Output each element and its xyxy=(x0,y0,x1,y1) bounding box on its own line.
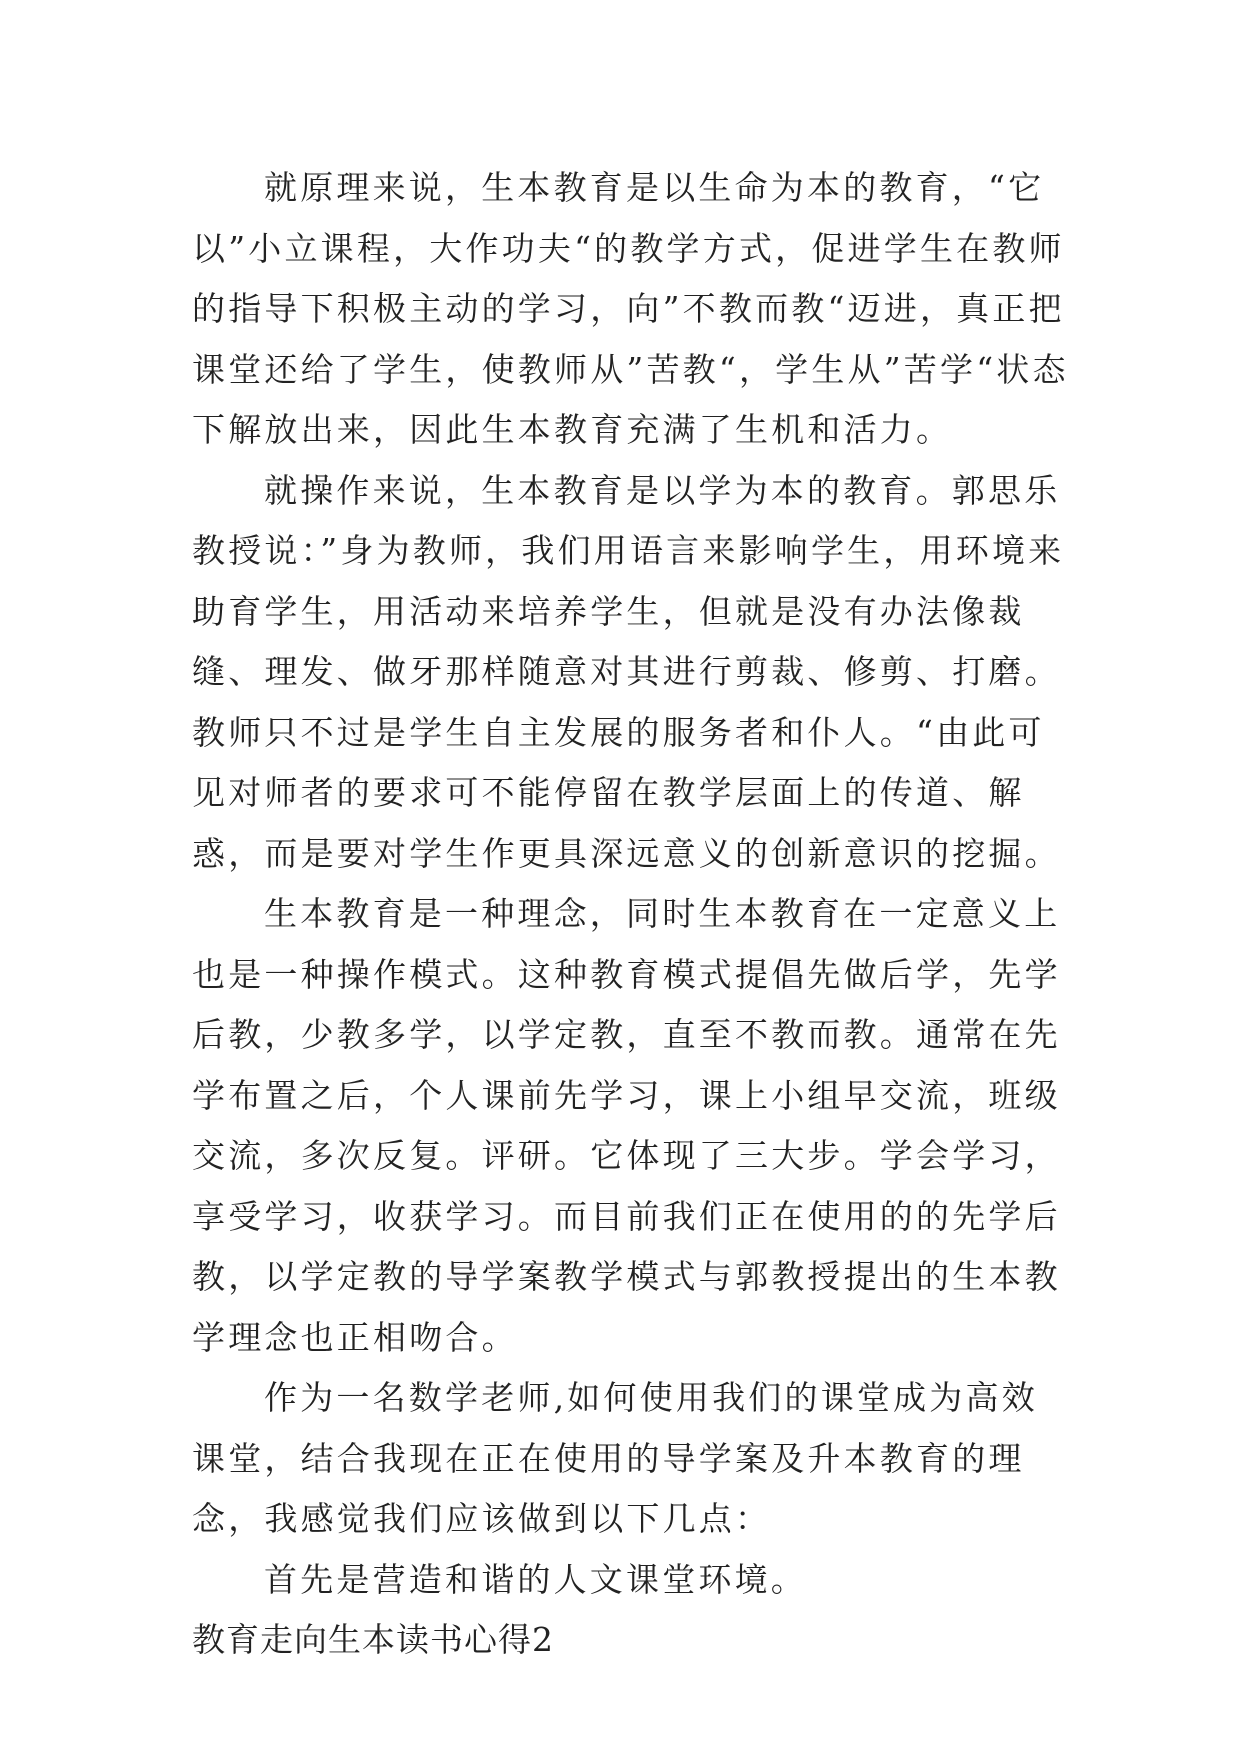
paragraph-principle: 就原理来说，生本教育是以生命为本的教育，“它以”小立课程，大作功夫“的教学方式，促进学生在教师的指导下积极主动的学习，向”不教而教“迈进，真正把课堂还给了学生，使教师从”苦教“，学生从”苦学“状态下解放出来，因此生本教育充满了生机和活力。 xyxy=(192,168,1069,449)
section-subtitle: 教育走向生本读书心得2 xyxy=(192,1620,554,1659)
document-body xyxy=(192,158,1072,1671)
paragraph-math-teacher: 作为一名数学老师,如何使用我们的课堂成为高效课堂，结合我现在正在使用的导学案及升本教育的理念，我感觉我们应该做到以下几点： xyxy=(192,1378,1038,1538)
paragraph-operation: 就操作来说，生本教育是以学为本的教育。郭思乐教授说：”身为教师，我们用语言来影响学生，用环境来助育学生，用活动来培养学生，但就是没有办法像裁缝、理发、做牙那样随意对其进行剪裁、修剪、打磨。教师只不过是学生自主发展的服务者和仆人。“由此可见对师者的要求可不能停留在教学层面上的传道、解惑，而是要对学生作更具深远意义的创新意识的挖掘。 xyxy=(192,470,1065,873)
paragraph-first-point: 首先是营造和谐的人文课堂环境。 xyxy=(264,1559,807,1599)
paragraph-teaching-mode: 生本教育是一种理念，同时生本教育在一定意义上也是一种操作模式。这种教育模式提倡先做后学，先学后教，少教多学，以学定教，直至不教而教。通常在先学布置之后，个人课前先学习，课上小组早交流，班级交流，多次反复。评研。它体现了三大步。学会学习，享受学习，收获学习。而目前我们正在使用的的先学后教，以学定教的导学案教学模式与郭教授提出的生本教学理念也正相吻合。 xyxy=(192,894,1061,1357)
